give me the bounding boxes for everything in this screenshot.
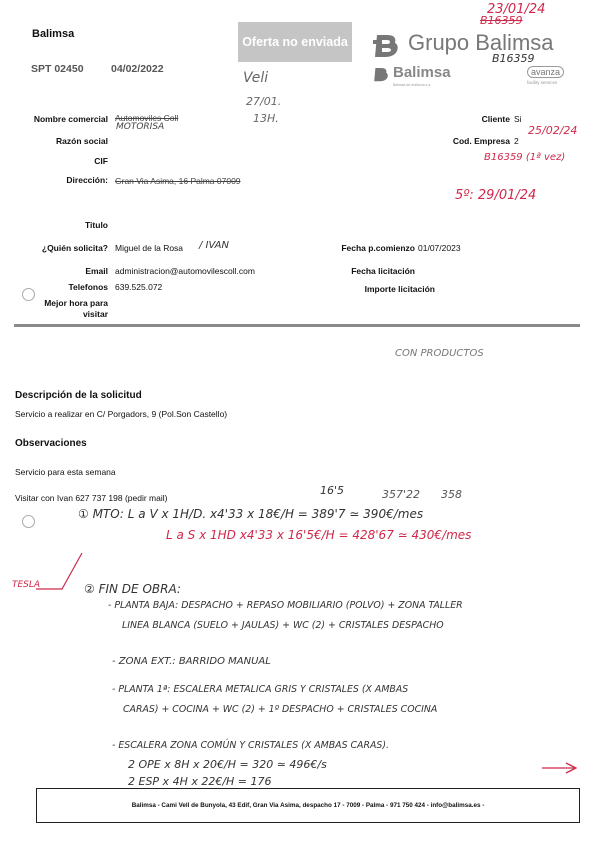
balimsa-logo-text: Balimsa (393, 64, 451, 81)
avanza-small: facility services (527, 80, 558, 85)
company-name: Balimsa (32, 28, 75, 40)
hw-top-red-code: B16359 (480, 14, 523, 27)
value-email[interactable]: administracion@automovilescoll.com (115, 266, 255, 276)
value-direccion: Gran Via Asima, 16 Palma 07009 (115, 176, 241, 186)
hw-fin-obra: ② FIN DE OBRA: (84, 582, 181, 596)
hw-veli-date: 27/01. (246, 95, 282, 108)
label-nombre-comercial: Nombre comercial (33, 114, 108, 124)
label-fecha-licitacion: Fecha licitación (351, 266, 415, 276)
grupo-balimsa-text: Grupo Balimsa (408, 30, 554, 55)
hw-red-date-5: 5º: 29/01/24 (455, 188, 537, 203)
label-telefonos: Telefonos (68, 282, 108, 292)
hw-ivan: / IVAN (199, 240, 229, 251)
value-cod-empresa: 2 (514, 136, 519, 146)
hw-fo-5: CARAS) + COCINA + WC (2) + 1º DESPACHO + CRISTALES COCINA (123, 704, 438, 715)
hw-price-16: 16'5 (320, 484, 345, 497)
label-fecha-comienzo: Fecha p.comienzo (341, 243, 415, 253)
avanza-text: avanza (527, 66, 564, 78)
b-small-logo-icon (373, 66, 391, 82)
hw-fo-4: - PLANTA 1ª: ESCALERA METALICA GRIS Y CRISTALES (X AMBAS (112, 684, 409, 695)
request-ref: SPT 02450 (31, 63, 84, 75)
label-razon-social: Razón social (56, 136, 108, 146)
hw-fo-2: LINEA BLANCA (SUELO + JAULAS) + WC (2) + CRISTALES DESPACHO (122, 620, 444, 631)
tesla-bracket (32, 545, 87, 595)
hw-fo-8: 2 ESP x 4H x 22€/H = 176 (128, 775, 272, 788)
hw-line-2: L a S x 1HD x4'33 x 16'5€/H = 428'67 ≃ 430€/mes (166, 528, 472, 542)
observaciones-title: Observaciones (15, 438, 87, 449)
label-cif: CIF (94, 156, 108, 166)
observaciones-text-2: Visitar con Ivan 627 737 198 (pedir mail) (15, 493, 168, 503)
hw-dark-code: B16359 (492, 52, 535, 65)
status-badge: Oferta no enviada (238, 22, 352, 62)
hw-price-358: 358 (441, 488, 462, 501)
label-direccion: Dirección: (66, 175, 108, 185)
value-fecha-comienzo: 01/07/2023 (418, 243, 461, 253)
hw-price-357: 357'22 (382, 488, 421, 501)
value-nombre-comercial: Automoviles Coll (115, 113, 179, 123)
label-cod-empresa: Cod. Empresa (452, 136, 510, 146)
hw-red-code-right: B16359 (1ª vez) (484, 152, 566, 163)
arrow-right-icon (540, 761, 580, 775)
footer-address (36, 788, 580, 823)
observaciones-text-1: Servicio para esta semana (15, 467, 116, 477)
hw-fo-6: - ESCALERA ZONA COMÚN Y CRISTALES (X AMBAS CARAS). (112, 740, 389, 751)
value-cliente: Si (514, 114, 522, 124)
value-telefonos: 639.525.072 (115, 282, 163, 292)
footer-text: Balimsa - Cami Vell de Bunyola, 43 Edif, Gran Via Asima, despacho 17 - 7009 - Palma - 971 750 424 - info@balimsa.es - (131, 802, 485, 809)
section-divider (14, 324, 580, 327)
hw-veli-hour: 13H. (253, 112, 279, 125)
hw-red-date-right: 25/02/24 (528, 124, 578, 137)
punch-hole-2-icon (22, 515, 35, 528)
hw-fo-7: 2 OPE x 8H x 20€/H = 320 ≃ 496€/s (128, 758, 327, 771)
hw-con-productos: CON PRODUCTOS (395, 348, 484, 359)
descripcion-title: Descripción de la solicitud (15, 390, 142, 401)
label-importe-licitacion: Importe licitación (364, 284, 435, 294)
label-quien-solicita: ¿Quién solicita? (41, 243, 108, 253)
hw-fo-3: - ZONA EXT.: BARRIDO MANUAL (112, 656, 271, 667)
label-mejor-hora-2: visitar (82, 309, 108, 319)
punch-hole-icon (22, 288, 35, 301)
label-mejor-hora-1: Mejor hora para (44, 298, 108, 308)
hw-motorisa: MOTORISA (116, 122, 165, 132)
hw-veli: Veli (243, 70, 269, 86)
hw-line-1: ① MTO: L a V x 1H/D. x4'33 x 18€/H = 389'7 ≃ 390€/mes (78, 507, 424, 521)
label-email: Email (85, 266, 108, 276)
hw-fo-1: - PLANTA BAJA: DESPACHO + REPASO MOBILIARIO (POLVO) + ZONA TALLER (108, 600, 463, 611)
descripcion-text: Servicio a realizar en C/ Porgadors, 9 (Pol.Son Castello) (15, 409, 228, 419)
request-date: 04/02/2022 (111, 63, 164, 75)
label-cliente: Cliente (481, 114, 510, 124)
balimsa-logo-small: Balimsa de mallorca s.a. (393, 83, 432, 87)
value-quien-solicita: Miguel de la Rosa (115, 243, 184, 253)
hw-top-red-date: 23/01/24 (487, 2, 546, 17)
label-titulo: Titulo (85, 220, 108, 230)
hw-tesla: TESLA (12, 580, 41, 590)
b-logo-icon (373, 32, 403, 58)
